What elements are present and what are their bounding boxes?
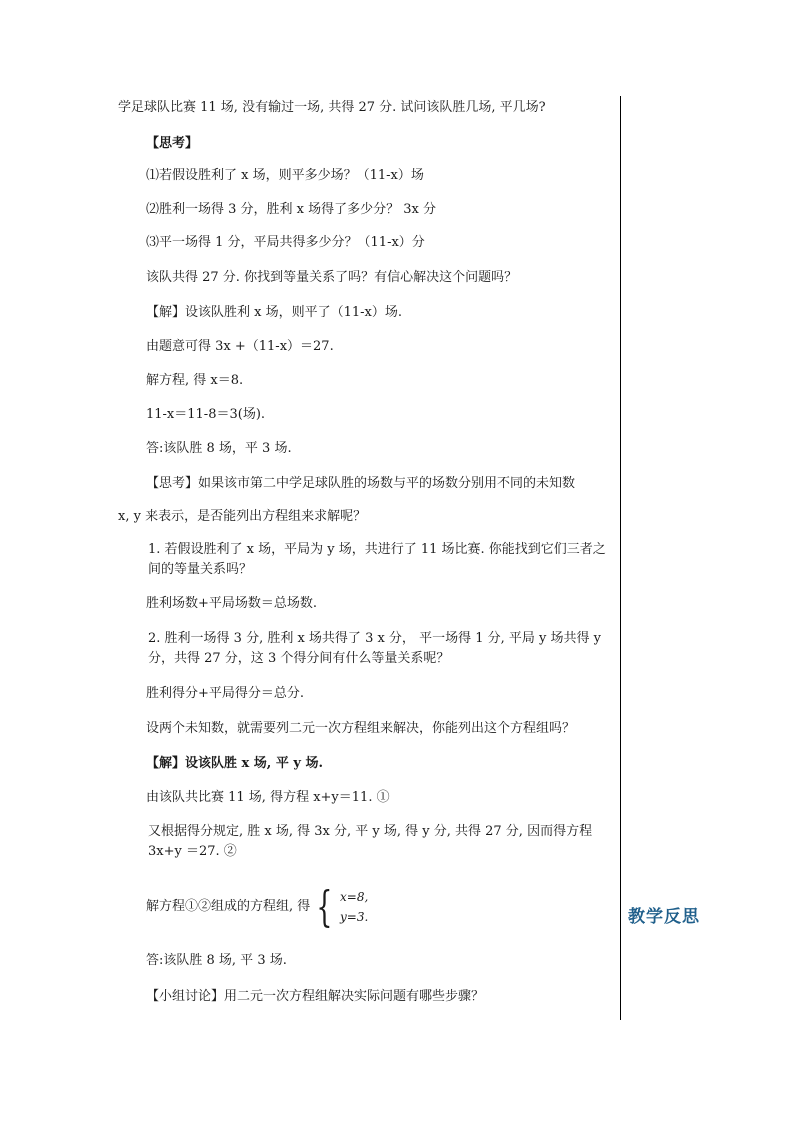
equation-2: 又根据得分规定, 胜 x 场, 得 3x 分, 平 y 场, 得 y 分, 共得 27 分, 因而得方程 3x+y ＝27. ② (148, 824, 593, 859)
think-question-2: ⑵胜利一场得 3 分，胜利 x 场得了多少分？ 3x 分 (146, 202, 436, 217)
think-heading: 【思考】 (146, 136, 199, 151)
solution-2-intro: 【解】设该队胜 x 场, 平 y 场. (146, 756, 323, 771)
column-divider (620, 96, 621, 1020)
prompt-system: 设两个未知数，就需要列二元一次方程组来解决，你能列出这个方程组吗？ (146, 721, 576, 736)
solution-equation: 由题意可得 3x +（11-x）＝27. (146, 339, 334, 354)
group-discussion: 【小组讨论】用二元一次方程组解决实际问题有哪些步骤？ (146, 989, 485, 1004)
teaching-reflection-label: 教学反思 (628, 907, 700, 927)
question-2: 2. 胜利一场得 3 分, 胜利 x 场共得了 3 x 分， 平一场得 1 分, 平局 y 场共得 y 分，共得 27 分，这 3 个得分间有什么等量关系呢？ (148, 631, 601, 666)
problem-text: 学足球队比赛 11 场, 没有输过一场, 共得 27 分. 试问该队胜几场, 平几场? (118, 100, 546, 115)
answer-1: 胜利场数+平局场数＝总场数. (146, 596, 318, 611)
system-prefix: 解方程①②组成的方程组, 得 (146, 899, 311, 914)
question-1: 1. 若假设胜利了 x 场，平局为 y 场，共进行了 11 场比赛. 你能找到它们三者之间的等量关系吗？ (148, 542, 606, 577)
solution-answer: 答:该队胜 8 场，平 3 场. (146, 441, 292, 456)
answer-2: 胜利得分+平局得分＝总分. (146, 686, 305, 701)
think-heading-2: 【思考】如果该市第二中学足球队胜的场数与平的场数分别用不同的未知数 (146, 476, 576, 491)
think-heading-2-cont: x, y 来表示，是否能列出方程组来求解呢？ (118, 509, 367, 524)
think-prompt: 该队共得 27 分. 你找到等量关系了吗？有信心解决这个问题吗？ (146, 270, 518, 285)
equation-1: 由该队共比赛 11 场, 得方程 x+y＝11. ① (146, 790, 390, 805)
equation-system (146, 882, 369, 931)
solution-solve: 解方程, 得 x＝8. (146, 373, 244, 388)
think-question-1: ⑴若假设胜利了 x 场，则平多少场？（11-x）场 (146, 168, 424, 183)
system-eq-x: x=8, (340, 890, 369, 904)
brace-icon: { (316, 882, 333, 931)
final-answer: 答:该队胜 8 场, 平 3 场. (146, 953, 287, 968)
system-eq-y: y=3. (340, 910, 369, 924)
solution-intro: 【解】设该队胜利 x 场，则平了（11-x）场. (146, 305, 402, 320)
solution-compute: 11-x＝11-8＝3(场). (146, 407, 266, 422)
think-question-3: ⑶平一场得 1 分，平局共得多少分？（11-x）分 (146, 235, 425, 250)
system-lines (340, 887, 368, 927)
